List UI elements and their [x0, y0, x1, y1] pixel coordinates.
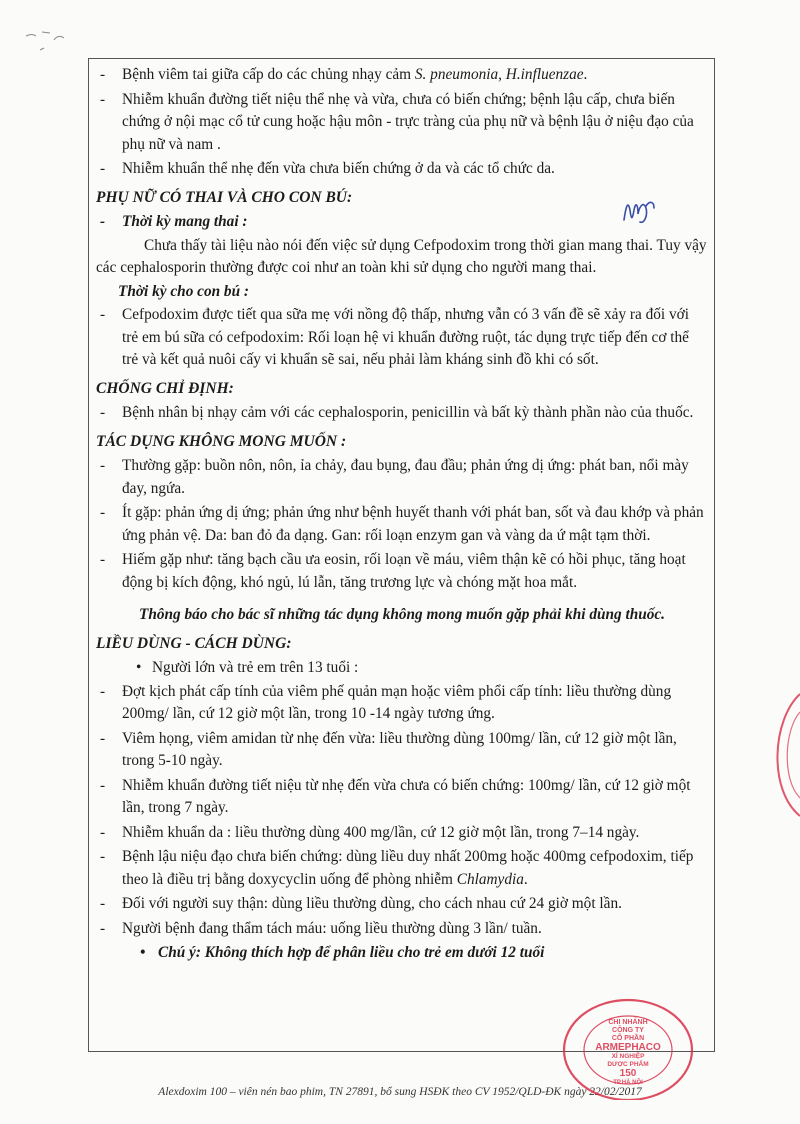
section-heading-contraindications: CHỐNG CHỈ ĐỊNH:: [96, 379, 234, 397]
svg-text:DƯỢC PHẨM: DƯỢC PHẨM: [607, 1061, 649, 1068]
dosage-note: • Chú ý: Không thích hợp để phân liều cho trẻ em dưới 12 tuổi: [140, 944, 545, 961]
page-footer: Alexdoxim 100 – viên nén bao phim, TN 27891, bổ sung HSĐK theo CV 1952/QLD-ĐK ngày 22/02/2017: [158, 1086, 642, 1098]
side-effect-notice: Thông báo cho bác sĩ những tác dụng không mong muốn gặp phải khi dùng thuốc.: [138, 606, 665, 623]
dosage-group: • Người lớn và trẻ em trên 13 tuổi :: [136, 659, 359, 676]
dosage-item: - Nhiễm khuẩn da : liều thường dùng 400 mg/lần, cứ 12 giờ một lần, trong 7–14 ngày.: [100, 823, 640, 841]
svg-text:ARMEPHACO: ARMEPHACO: [595, 1042, 661, 1053]
svg-text:CÔNG TY: CÔNG TY: [612, 1027, 644, 1034]
dosage-item: - Viêm họng, viêm amidan từ nhẹ đến vừa: liều thường dùng 100mg/ lần, cứ 12 giờ một lần, trong 5-10 ngày.: [100, 729, 677, 769]
scan-mark: [20, 22, 80, 62]
subheading-pregnancy-period: - Thời kỳ mang thai :: [100, 213, 248, 230]
section-heading-pregnancy: PHỤ NỮ CÓ THAI VÀ CHO CON BÚ:: [96, 188, 353, 206]
subheading-breastfeeding: Thời kỳ cho con bú :: [118, 282, 250, 300]
contraindication-item: - Bệnh nhân bị nhạy cảm với các cephalosporin, penicillin và bất kỳ thành phần nào của thuốc.: [100, 404, 694, 421]
svg-text:150: 150: [619, 1068, 637, 1079]
partial-stamp-edge: [762, 690, 800, 820]
document-body: [96, 64, 708, 966]
company-stamp: [548, 988, 698, 1100]
dosage-item: - Nhiễm khuẩn đường tiết niệu từ nhẹ đến vừa chưa có biến chứng: 100mg/ lần, cứ 12 giờ một lần, trong 7 ngày.: [100, 776, 691, 816]
side-effect-item: - Ít gặp: phản ứng dị ứng; phản ứng như bệnh huyết thanh với phát ban, sốt và đau khớp và phản ứng phản vệ. Da: ban đỏ đa dạng. Gan: rối loạn enzym gan và vàng da ứ mật tạm thời.: [100, 504, 704, 544]
dosage-item: - Đối với người suy thận: dùng liều thường dùng, cho cách nhau cứ 24 giờ một lần.: [100, 895, 622, 912]
section-heading-dosage: LIỀU DÙNG - CÁCH DÙNG:: [96, 634, 292, 652]
side-effect-item: - Thường gặp: buồn nôn, nôn, ỉa chảy, đau bụng, đau đầu; phản ứng dị ứng: phát ban, nổi mày đay, ngứa.: [100, 457, 689, 497]
breastfeeding-item: - Cefpodoxim được tiết qua sữa mẹ với nồng độ thấp, nhưng vẫn có 3 vấn đề sẽ xảy ra đối với trẻ em bú sữa có cefpodoxim: Rối loạn hệ vi khuẩn đường ruột, tác dụng trực tiếp đến cơ thể trẻ và kết quả nuôi cấy vi khuẩn sẽ sai, nếu phải làm kháng sinh đồ khi có sốt.: [100, 306, 689, 368]
indication-item: - Nhiễm khuẩn thể nhẹ đến vừa chưa biến chứng ở da và các tổ chức da.: [100, 160, 555, 177]
svg-text:CHI NHÁNH: CHI NHÁNH: [608, 1019, 648, 1026]
dosage-item: - Đợt kịch phát cấp tính của viêm phế quản mạn hoặc viêm phổi cấp tính: liều thường dùng 200mg/ lần, cứ 12 giờ một lần, trong 10 -14 ngày tương ứng.: [100, 682, 672, 722]
svg-text:CỔ PHẦN: CỔ PHẦN: [611, 1035, 645, 1042]
svg-text:XÍ NGHIỆP: XÍ NGHIỆP: [611, 1053, 645, 1060]
svg-text:TP.HÀ NỘI: TP.HÀ NỘI: [613, 1080, 643, 1086]
side-effect-item: - Hiếm gặp như: tăng bạch cầu ưa eosin, rối loạn về máu, viêm thận kẽ có hồi phục, tăng hoạt động bị kích động, khó ngủ, lú lẫn, tăng trương lực và chóng mặt hoa mắt.: [100, 551, 686, 591]
section-heading-side-effects: TÁC DỤNG KHÔNG MONG MUỐN :: [96, 432, 347, 450]
indication-item: - Bệnh viêm tai giữa cấp do các chủng nhạy cảm S. pneumonia, H.influenzae.: [100, 66, 588, 83]
paragraph-pregnancy: Chưa thấy tài liệu nào nói đến việc sử dụng Cefpodoxim trong thời gian mang thai. Tuy vậy các cephalosporin thường được coi như an toàn khi sử dụng cho người mang thai.: [96, 236, 707, 276]
dosage-item: - Bệnh lậu niệu đạo chưa biến chứng: dùng liều duy nhất 200mg hoặc 400mg cefpodoxim, tiếp theo là điều trị bằng doxycyclin uống để phòng nhiễm Chlamydia.: [100, 848, 694, 888]
dosage-item: - Người bệnh đang thẩm tách máu: uống liều thường dùng 3 lần/ tuần.: [100, 919, 542, 937]
indication-item: - Nhiễm khuẩn đường tiết niệu thể nhẹ và vừa, chưa có biến chứng; bệnh lậu cấp, chưa biến chứng ở nội mạc cổ tử cung hoặc hậu môn - trực tràng của phụ nữ và bệnh lậu ở niệu đạo của phụ nữ và nam .: [100, 90, 694, 153]
